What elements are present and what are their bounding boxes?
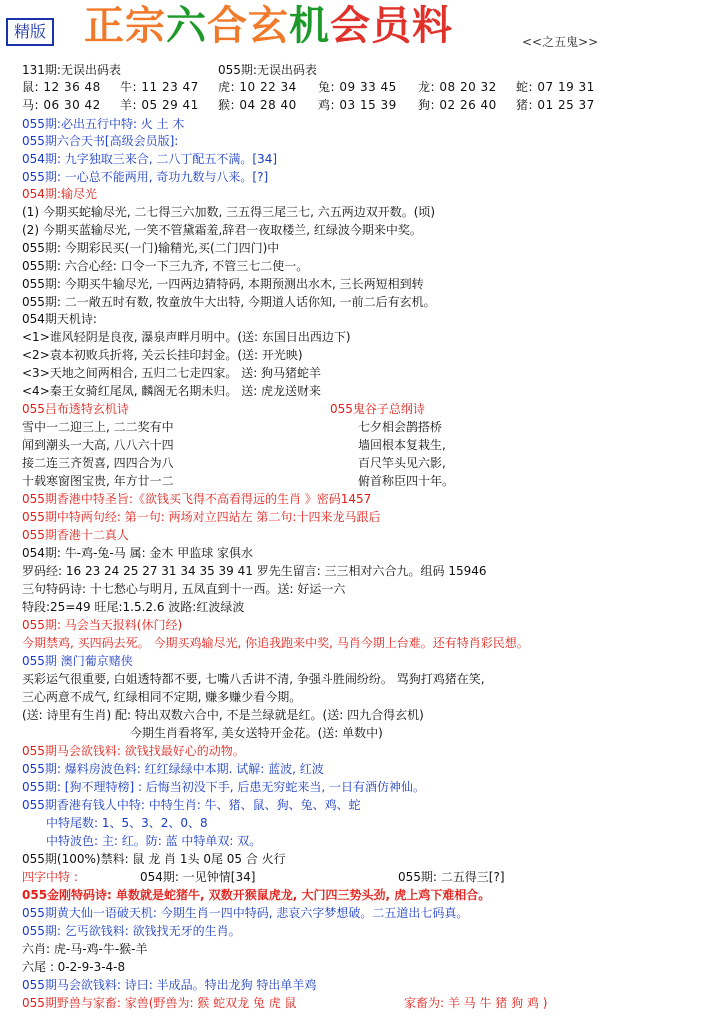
macau-gambler-line: 买彩运气很重要, 白姐透特都不要, 七嘴八舌讲不清, 争强斗胜闹纷纷。 骂狗打鸡猪在笑, xyxy=(22,672,485,686)
zodiac-heading-right: 055期:无误出码表 xyxy=(218,63,317,77)
jockey-club-line: 055期马会欲钱料: 欲钱找最好心的动物。 xyxy=(22,744,245,758)
zodiac-cell: 猴: 04 28 40 xyxy=(218,98,297,112)
header-tag: <<之五鬼>> xyxy=(522,35,599,49)
wong-tai-sin-line: 055期黄大仙一语破天机: 今期生肖一四中特码, 悲哀六字梦想破。二五道出七码真。 xyxy=(22,906,469,920)
page-title xyxy=(84,2,453,50)
hk-decree-line: 055期香港中特圣旨:《欲钱买飞得不高看得远的生肖 》密码1457 xyxy=(22,492,372,506)
zodiac-cell: 龙: 08 20 32 xyxy=(418,80,497,94)
dog-list-line: 055期: [狗不理特榜] : 后悔当初没下手, 后患无穷蛇来当, 一日有酒仿神仙。 xyxy=(22,780,426,794)
lvbu-poem-title: 055吕布透特玄机诗 xyxy=(22,402,129,416)
six-zodiac-line: 六肖: 虎-马-鸡-牛-猴-羊 xyxy=(22,942,148,956)
heaven-book-title: 055期六合天书[高级会员版]: xyxy=(22,134,179,148)
rest-gate-title: 055期: 马会当天报料(休门经) xyxy=(22,618,183,632)
lose-all-line: (2) 今期买蓝输尽光, 一笑不管黛霜羞,辞君一夜取楼兰, 红绿波今期来中奖。 xyxy=(22,223,422,237)
jockey-poem-line: 055期马会欲钱料: 诗曰: 半成品。特出龙狗 特出单羊鸡 xyxy=(22,978,317,992)
immortals-line: 054期: 牛-鸡-兔-马 属: 金木 甲监球 家俱水 xyxy=(22,546,254,560)
lvbu-poem-line: 雪中一二迎三上, 二二奖有中 xyxy=(22,420,174,434)
heaven-poem-line: <2>袁本初败兵折将, 关云长挂印封金。(送: 开光映) xyxy=(22,348,303,362)
rich-man-tail-line: 中特尾数: 1、5、3、2、0、8 xyxy=(46,816,208,830)
banned-line: 055期(100%)禁料: 鼠 龙 肖 1头 0尾 05 合 火行 xyxy=(22,852,286,866)
lose-all-title: 054期:输尽光 xyxy=(22,187,97,201)
four-char-left: 054期: 一见钟情[34] xyxy=(140,870,256,884)
lvbu-poem-line: 接二连三齐贺喜, 四四合为八 xyxy=(22,456,174,470)
macau-gambler-line: 今期生肖看将军, 美女送特开金花。(送: 单数中) xyxy=(130,726,383,740)
zodiac-cell: 虎: 10 22 34 xyxy=(218,80,297,94)
guiguzi-poem-line: 墙回根本复栽生, xyxy=(358,438,446,452)
title-char: 正 xyxy=(84,3,125,49)
twelve-immortals-title: 055期香港十二真人 xyxy=(22,528,129,542)
macau-gambler-line: (送: 诗里有生肖) 配: 特出双数六合中, 不是兰绿就是红。(送: 四九合得玄机) xyxy=(22,708,424,722)
beggar-line: 055期: 乞丐欲钱料: 欲钱找无牙的生肖。 xyxy=(22,924,241,938)
heaven-poem-line: <3>天地之间两相合, 五归二七走四家。 送: 狗马猪蛇羊 xyxy=(22,366,322,380)
zodiac-cell: 牛: 11 23 47 xyxy=(120,80,199,94)
zodiac-cell: 狗: 02 26 40 xyxy=(418,98,497,112)
title-char: 会 xyxy=(330,3,371,49)
special-range-line: 特段:25=49 旺尾:1.5.2.6 波路:红波绿波 xyxy=(22,600,245,614)
macau-gambler-title: 055期 澳门葡京赌侠 xyxy=(22,654,133,668)
lose-all-line: 055期: 二一敞五时有数, 牧童放牛大出特, 今期道人话你知, 一前二后有玄机。 xyxy=(22,295,436,309)
guiguzi-poem-line: 俯首称臣四十年。 xyxy=(358,474,455,488)
five-elements-line: 055期:必出五行中特: 火 土 木 xyxy=(22,117,185,131)
heaven-poem-title: 054期天机诗: xyxy=(22,312,97,326)
title-char: 六 xyxy=(166,3,207,49)
zodiac-heading-left: 131期:无误出码表 xyxy=(22,63,121,77)
zodiac-cell: 羊: 05 29 41 xyxy=(120,98,199,112)
title-char: 合 xyxy=(207,3,248,49)
rich-man-color-line: 中特波色: 主: 红。防: 蓝 中特单双: 双。 xyxy=(46,834,262,848)
rest-gate-line: 今期禁鸡, 买四码去死。 今期买鸡输尽光, 你追我跑来中奖, 马肖今期上台难。还有特肖彩民想。 xyxy=(22,636,529,650)
lvbu-poem-line: 闻到潮头一大高, 八八六十四 xyxy=(22,438,174,452)
title-char: 玄 xyxy=(248,3,289,49)
lose-all-line: 055期: 今期买牛输尽光, 一四两边猜特码, 本期预测出水木, 三长两短相到转 xyxy=(22,277,424,291)
zodiac-cell: 鸡: 03 15 39 xyxy=(318,98,397,112)
zodiac-cell: 猪: 01 25 37 xyxy=(516,98,595,112)
lose-all-line: 055期: 六合心经: 口令一下三九齐, 不管三七二使一。 xyxy=(22,259,309,273)
zodiac-cell: 马: 06 30 42 xyxy=(22,98,101,112)
title-char: 宗 xyxy=(125,3,166,49)
heaven-poem-line: <4>秦王女骑红尾凤, 麟阁无名期未归。 送: 虎龙送财来 xyxy=(22,384,322,398)
four-char-title: 四字中特 : xyxy=(22,870,78,884)
title-char: 料 xyxy=(412,3,453,49)
lose-all-line: 055期: 今期彩民买(一门)输精光,买(二门四门)中 xyxy=(22,241,280,255)
six-tail-line: 六尾 : 0-2-9-3-4-8 xyxy=(22,960,126,974)
beast-livestock-line: 055期野兽与家畜: 家兽(野兽为: 猴 蛇双龙 兔 虎 鼠 xyxy=(22,996,297,1010)
three-verse-line: 三句特码诗: 十七愁心与明月, 五凤直到十一西。送: 好运一六 xyxy=(22,582,346,596)
guiguzi-poem-line: 百尺竿头见六影, xyxy=(358,456,446,470)
two-verse-line: 055期中特两句经: 第一句: 两场对立四站左 第二句:十四来龙马跟后 xyxy=(22,510,381,524)
macau-gambler-line: 三心两意不成气, 红绿相同不定期, 赚多赚少看今期。 xyxy=(22,690,302,704)
four-char-right: 055期: 二五得三[?] xyxy=(398,870,505,884)
vajra-poem-line: 055金刚特码诗: 单数就是蛇猪牛, 双数开猴鼠虎龙, 大门四三势头劲, 虎上鸡下难相合。 xyxy=(22,888,491,902)
livestock-line: 家畜为: 羊 马 牛 猪 狗 鸡 ) xyxy=(404,996,548,1010)
zodiac-cell: 兔: 09 33 45 xyxy=(318,80,397,94)
luo-code-line: 罗码经: 16 23 24 25 27 31 34 35 39 41 罗先生留言: 三三相对六合九。组码 15946 xyxy=(22,564,487,578)
title-char: 员 xyxy=(371,3,412,49)
zodiac-cell: 鼠: 12 36 48 xyxy=(22,80,101,94)
lose-all-line: (1) 今期买蛇输尽光, 二七得三六加数, 三五得三尾三七, 六五两边双开数。(顷) xyxy=(22,205,436,219)
edition-badge: 精版 xyxy=(6,18,54,46)
guiguzi-poem-title: 055鬼谷子总纲诗 xyxy=(330,402,425,416)
guiguzi-poem-line: 七夕相会鹊搭桥 xyxy=(358,420,443,434)
zodiac-cell: 蛇: 07 19 31 xyxy=(516,80,595,94)
heaven-poem-line: <1>谁风轻阴是良夜, 瀑泉声畔月明中。(送: 东国日出西边下) xyxy=(22,330,351,344)
wave-color-line: 055期: 爆料房波色料: 红红绿绿中本期. 试解: 蓝波, 红波 xyxy=(22,762,324,776)
heaven-book-line: 055期: 一心总不能两用, 奇功九数与八来。[?] xyxy=(22,170,269,184)
title-char: 机 xyxy=(289,3,330,49)
rich-man-line: 055期香港有钱人中特: 中特生肖: 牛、猪、鼠、狗、兔、鸡、蛇 xyxy=(22,798,361,812)
heaven-book-line: 054期: 九字独取三来合, 二八丁配五不满。[34] xyxy=(22,152,278,166)
lvbu-poem-line: 十载寒窗图宝贵, 年方廿一二 xyxy=(22,474,174,488)
